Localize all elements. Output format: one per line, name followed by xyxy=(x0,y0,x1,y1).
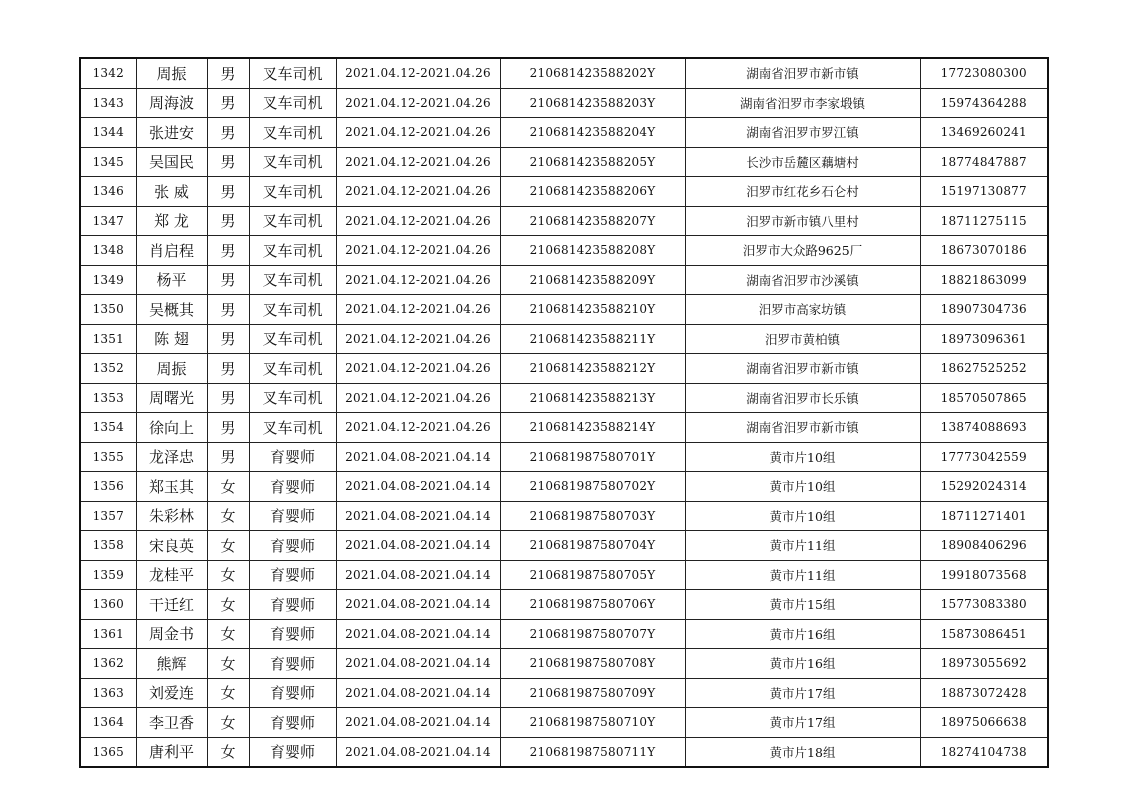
serial-number-cell: 1343 xyxy=(80,88,136,118)
gender-cell: 女 xyxy=(207,501,249,531)
gender-cell: 男 xyxy=(207,58,249,88)
name-cell: 吴概其 xyxy=(136,295,207,325)
training-period-cell: 2021.04.12-2021.04.26 xyxy=(336,58,500,88)
certificate-number-cell: 210681423588211Y xyxy=(500,324,685,354)
phone-number-cell: 17723080300 xyxy=(920,58,1048,88)
serial-number-cell: 1353 xyxy=(80,383,136,413)
occupation-cell: 育婴师 xyxy=(249,590,336,620)
gender-cell: 女 xyxy=(207,531,249,561)
training-period-cell: 2021.04.08-2021.04.14 xyxy=(336,560,500,590)
training-period-cell: 2021.04.08-2021.04.14 xyxy=(336,649,500,679)
phone-number-cell: 15974364288 xyxy=(920,88,1048,118)
address-cell: 黄市片17组 xyxy=(685,678,920,708)
certificate-number-cell: 210681423588209Y xyxy=(500,265,685,295)
table-row xyxy=(80,590,1048,620)
table-row xyxy=(80,383,1048,413)
name-cell: 唐利平 xyxy=(136,737,207,767)
phone-number-cell: 18627525252 xyxy=(920,354,1048,384)
phone-number-cell: 18570507865 xyxy=(920,383,1048,413)
occupation-cell: 育婴师 xyxy=(249,678,336,708)
occupation-cell: 育婴师 xyxy=(249,501,336,531)
certificate-number-cell: 210681423588205Y xyxy=(500,147,685,177)
phone-number-cell: 18907304736 xyxy=(920,295,1048,325)
certificate-number-cell: 210681987580710Y xyxy=(500,708,685,738)
gender-cell: 男 xyxy=(207,354,249,384)
training-period-cell: 2021.04.12-2021.04.26 xyxy=(336,147,500,177)
table-row xyxy=(80,295,1048,325)
occupation-cell: 叉车司机 xyxy=(249,236,336,266)
phone-number-cell: 18873072428 xyxy=(920,678,1048,708)
occupation-cell: 叉车司机 xyxy=(249,265,336,295)
gender-cell: 女 xyxy=(207,649,249,679)
phone-number-cell: 18973096361 xyxy=(920,324,1048,354)
phone-number-cell: 18975066638 xyxy=(920,708,1048,738)
address-cell: 汨罗市大众路9625厂 xyxy=(685,236,920,266)
name-cell: 周振 xyxy=(136,58,207,88)
phone-number-cell: 15197130877 xyxy=(920,177,1048,207)
serial-number-cell: 1355 xyxy=(80,442,136,472)
address-cell: 黄市片11组 xyxy=(685,531,920,561)
occupation-cell: 育婴师 xyxy=(249,531,336,561)
phone-number-cell: 15773083380 xyxy=(920,590,1048,620)
training-period-cell: 2021.04.12-2021.04.26 xyxy=(336,354,500,384)
name-cell: 杨平 xyxy=(136,265,207,295)
certificate-number-cell: 210681987580701Y xyxy=(500,442,685,472)
serial-number-cell: 1360 xyxy=(80,590,136,620)
gender-cell: 男 xyxy=(207,88,249,118)
name-cell: 陈 翅 xyxy=(136,324,207,354)
name-cell: 李卫香 xyxy=(136,708,207,738)
training-period-cell: 2021.04.12-2021.04.26 xyxy=(336,236,500,266)
occupation-cell: 育婴师 xyxy=(249,472,336,502)
certificate-number-cell: 210681423588213Y xyxy=(500,383,685,413)
address-cell: 黄市片10组 xyxy=(685,501,920,531)
address-cell: 汨罗市红花乡石仑村 xyxy=(685,177,920,207)
training-period-cell: 2021.04.12-2021.04.26 xyxy=(336,177,500,207)
gender-cell: 男 xyxy=(207,206,249,236)
address-cell: 湖南省汨罗市新市镇 xyxy=(685,413,920,443)
phone-number-cell: 13469260241 xyxy=(920,118,1048,148)
address-cell: 黄市片16组 xyxy=(685,649,920,679)
name-cell: 郑玉其 xyxy=(136,472,207,502)
serial-number-cell: 1362 xyxy=(80,649,136,679)
gender-cell: 男 xyxy=(207,413,249,443)
occupation-cell: 叉车司机 xyxy=(249,383,336,413)
certificate-number-cell: 210681987580706Y xyxy=(500,590,685,620)
certificate-number-cell: 210681987580711Y xyxy=(500,737,685,767)
table-row xyxy=(80,147,1048,177)
table-row xyxy=(80,88,1048,118)
table-row xyxy=(80,649,1048,679)
occupation-cell: 叉车司机 xyxy=(249,88,336,118)
certificate-number-cell: 210681987580705Y xyxy=(500,560,685,590)
name-cell: 徐向上 xyxy=(136,413,207,443)
address-cell: 湖南省汨罗市新市镇 xyxy=(685,58,920,88)
serial-number-cell: 1356 xyxy=(80,472,136,502)
training-period-cell: 2021.04.12-2021.04.26 xyxy=(336,324,500,354)
certificate-number-cell: 210681423588207Y xyxy=(500,206,685,236)
trainee-roster-table xyxy=(79,57,1049,768)
occupation-cell: 叉车司机 xyxy=(249,206,336,236)
certificate-number-cell: 210681423588204Y xyxy=(500,118,685,148)
gender-cell: 男 xyxy=(207,265,249,295)
phone-number-cell: 18673070186 xyxy=(920,236,1048,266)
occupation-cell: 叉车司机 xyxy=(249,413,336,443)
training-period-cell: 2021.04.12-2021.04.26 xyxy=(336,413,500,443)
certificate-number-cell: 210681423588208Y xyxy=(500,236,685,266)
occupation-cell: 育婴师 xyxy=(249,737,336,767)
phone-number-cell: 18711275115 xyxy=(920,206,1048,236)
serial-number-cell: 1359 xyxy=(80,560,136,590)
address-cell: 湖南省汨罗市李家塅镇 xyxy=(685,88,920,118)
gender-cell: 女 xyxy=(207,737,249,767)
gender-cell: 男 xyxy=(207,236,249,266)
phone-number-cell: 15292024314 xyxy=(920,472,1048,502)
name-cell: 郑 龙 xyxy=(136,206,207,236)
table-row xyxy=(80,118,1048,148)
occupation-cell: 育婴师 xyxy=(249,619,336,649)
serial-number-cell: 1364 xyxy=(80,708,136,738)
address-cell: 黄市片16组 xyxy=(685,619,920,649)
phone-number-cell: 19918073568 xyxy=(920,560,1048,590)
occupation-cell: 叉车司机 xyxy=(249,295,336,325)
table-row xyxy=(80,737,1048,767)
phone-number-cell: 18821863099 xyxy=(920,265,1048,295)
name-cell: 张进安 xyxy=(136,118,207,148)
gender-cell: 女 xyxy=(207,678,249,708)
training-period-cell: 2021.04.12-2021.04.26 xyxy=(336,206,500,236)
gender-cell: 男 xyxy=(207,383,249,413)
phone-number-cell: 13874088693 xyxy=(920,413,1048,443)
name-cell: 熊辉 xyxy=(136,649,207,679)
certificate-number-cell: 210681987580707Y xyxy=(500,619,685,649)
table-row xyxy=(80,560,1048,590)
training-period-cell: 2021.04.08-2021.04.14 xyxy=(336,501,500,531)
table-row xyxy=(80,678,1048,708)
serial-number-cell: 1348 xyxy=(80,236,136,266)
serial-number-cell: 1351 xyxy=(80,324,136,354)
serial-number-cell: 1361 xyxy=(80,619,136,649)
serial-number-cell: 1347 xyxy=(80,206,136,236)
training-period-cell: 2021.04.12-2021.04.26 xyxy=(336,88,500,118)
gender-cell: 男 xyxy=(207,324,249,354)
table-row xyxy=(80,501,1048,531)
address-cell: 湖南省汨罗市沙溪镇 xyxy=(685,265,920,295)
gender-cell: 女 xyxy=(207,708,249,738)
address-cell: 湖南省汨罗市新市镇 xyxy=(685,354,920,384)
certificate-number-cell: 210681987580704Y xyxy=(500,531,685,561)
training-period-cell: 2021.04.08-2021.04.14 xyxy=(336,708,500,738)
name-cell: 周曙光 xyxy=(136,383,207,413)
occupation-cell: 叉车司机 xyxy=(249,177,336,207)
occupation-cell: 育婴师 xyxy=(249,442,336,472)
gender-cell: 男 xyxy=(207,177,249,207)
certificate-number-cell: 210681987580708Y xyxy=(500,649,685,679)
serial-number-cell: 1344 xyxy=(80,118,136,148)
table-row xyxy=(80,413,1048,443)
serial-number-cell: 1346 xyxy=(80,177,136,207)
address-cell: 黄市片10组 xyxy=(685,472,920,502)
occupation-cell: 叉车司机 xyxy=(249,118,336,148)
certificate-number-cell: 210681423588203Y xyxy=(500,88,685,118)
name-cell: 周海波 xyxy=(136,88,207,118)
name-cell: 吴国民 xyxy=(136,147,207,177)
occupation-cell: 叉车司机 xyxy=(249,58,336,88)
phone-number-cell: 18908406296 xyxy=(920,531,1048,561)
phone-number-cell: 17773042559 xyxy=(920,442,1048,472)
gender-cell: 女 xyxy=(207,472,249,502)
table-row xyxy=(80,472,1048,502)
address-cell: 黄市片17组 xyxy=(685,708,920,738)
table-row xyxy=(80,708,1048,738)
training-period-cell: 2021.04.08-2021.04.14 xyxy=(336,678,500,708)
name-cell: 周振 xyxy=(136,354,207,384)
training-period-cell: 2021.04.08-2021.04.14 xyxy=(336,442,500,472)
address-cell: 黄市片11组 xyxy=(685,560,920,590)
occupation-cell: 育婴师 xyxy=(249,560,336,590)
address-cell: 湖南省汨罗市长乐镇 xyxy=(685,383,920,413)
name-cell: 宋良英 xyxy=(136,531,207,561)
gender-cell: 男 xyxy=(207,118,249,148)
address-cell: 汨罗市新市镇八里村 xyxy=(685,206,920,236)
training-period-cell: 2021.04.08-2021.04.14 xyxy=(336,472,500,502)
training-period-cell: 2021.04.08-2021.04.14 xyxy=(336,531,500,561)
occupation-cell: 育婴师 xyxy=(249,708,336,738)
training-period-cell: 2021.04.12-2021.04.26 xyxy=(336,295,500,325)
table-row xyxy=(80,236,1048,266)
address-cell: 黄市片18组 xyxy=(685,737,920,767)
address-cell: 汨罗市高家坊镇 xyxy=(685,295,920,325)
address-cell: 汨罗市黄柏镇 xyxy=(685,324,920,354)
training-period-cell: 2021.04.12-2021.04.26 xyxy=(336,118,500,148)
training-period-cell: 2021.04.12-2021.04.26 xyxy=(336,383,500,413)
certificate-number-cell: 210681423588214Y xyxy=(500,413,685,443)
name-cell: 干迁红 xyxy=(136,590,207,620)
certificate-number-cell: 210681987580703Y xyxy=(500,501,685,531)
address-cell: 黄市片15组 xyxy=(685,590,920,620)
training-period-cell: 2021.04.08-2021.04.14 xyxy=(336,619,500,649)
roster-body xyxy=(80,58,1048,767)
address-cell: 黄市片10组 xyxy=(685,442,920,472)
serial-number-cell: 1345 xyxy=(80,147,136,177)
occupation-cell: 叉车司机 xyxy=(249,354,336,384)
table-row xyxy=(80,265,1048,295)
address-cell: 湖南省汨罗市罗江镇 xyxy=(685,118,920,148)
phone-number-cell: 18711271401 xyxy=(920,501,1048,531)
table-row xyxy=(80,58,1048,88)
name-cell: 肖启程 xyxy=(136,236,207,266)
table-row xyxy=(80,324,1048,354)
name-cell: 张 威 xyxy=(136,177,207,207)
gender-cell: 女 xyxy=(207,560,249,590)
gender-cell: 男 xyxy=(207,147,249,177)
training-period-cell: 2021.04.08-2021.04.14 xyxy=(336,590,500,620)
serial-number-cell: 1354 xyxy=(80,413,136,443)
certificate-number-cell: 210681423588210Y xyxy=(500,295,685,325)
certificate-number-cell: 210681987580709Y xyxy=(500,678,685,708)
serial-number-cell: 1352 xyxy=(80,354,136,384)
training-period-cell: 2021.04.12-2021.04.26 xyxy=(336,265,500,295)
name-cell: 龙泽忠 xyxy=(136,442,207,472)
serial-number-cell: 1342 xyxy=(80,58,136,88)
gender-cell: 女 xyxy=(207,619,249,649)
table-row xyxy=(80,442,1048,472)
occupation-cell: 育婴师 xyxy=(249,649,336,679)
certificate-number-cell: 210681423588212Y xyxy=(500,354,685,384)
table-row xyxy=(80,206,1048,236)
name-cell: 龙桂平 xyxy=(136,560,207,590)
certificate-number-cell: 210681423588202Y xyxy=(500,58,685,88)
serial-number-cell: 1363 xyxy=(80,678,136,708)
serial-number-cell: 1365 xyxy=(80,737,136,767)
name-cell: 刘爱连 xyxy=(136,678,207,708)
phone-number-cell: 15873086451 xyxy=(920,619,1048,649)
certificate-number-cell: 210681987580702Y xyxy=(500,472,685,502)
phone-number-cell: 18973055692 xyxy=(920,649,1048,679)
name-cell: 朱彩林 xyxy=(136,501,207,531)
address-cell: 长沙市岳麓区藕塘村 xyxy=(685,147,920,177)
serial-number-cell: 1349 xyxy=(80,265,136,295)
table-row xyxy=(80,177,1048,207)
phone-number-cell: 18274104738 xyxy=(920,737,1048,767)
name-cell: 周金书 xyxy=(136,619,207,649)
serial-number-cell: 1358 xyxy=(80,531,136,561)
serial-number-cell: 1357 xyxy=(80,501,136,531)
training-period-cell: 2021.04.08-2021.04.14 xyxy=(336,737,500,767)
table-row xyxy=(80,619,1048,649)
table-row xyxy=(80,531,1048,561)
gender-cell: 男 xyxy=(207,295,249,325)
phone-number-cell: 18774847887 xyxy=(920,147,1048,177)
occupation-cell: 叉车司机 xyxy=(249,324,336,354)
serial-number-cell: 1350 xyxy=(80,295,136,325)
occupation-cell: 叉车司机 xyxy=(249,147,336,177)
table-row xyxy=(80,354,1048,384)
gender-cell: 男 xyxy=(207,442,249,472)
certificate-number-cell: 210681423588206Y xyxy=(500,177,685,207)
gender-cell: 女 xyxy=(207,590,249,620)
